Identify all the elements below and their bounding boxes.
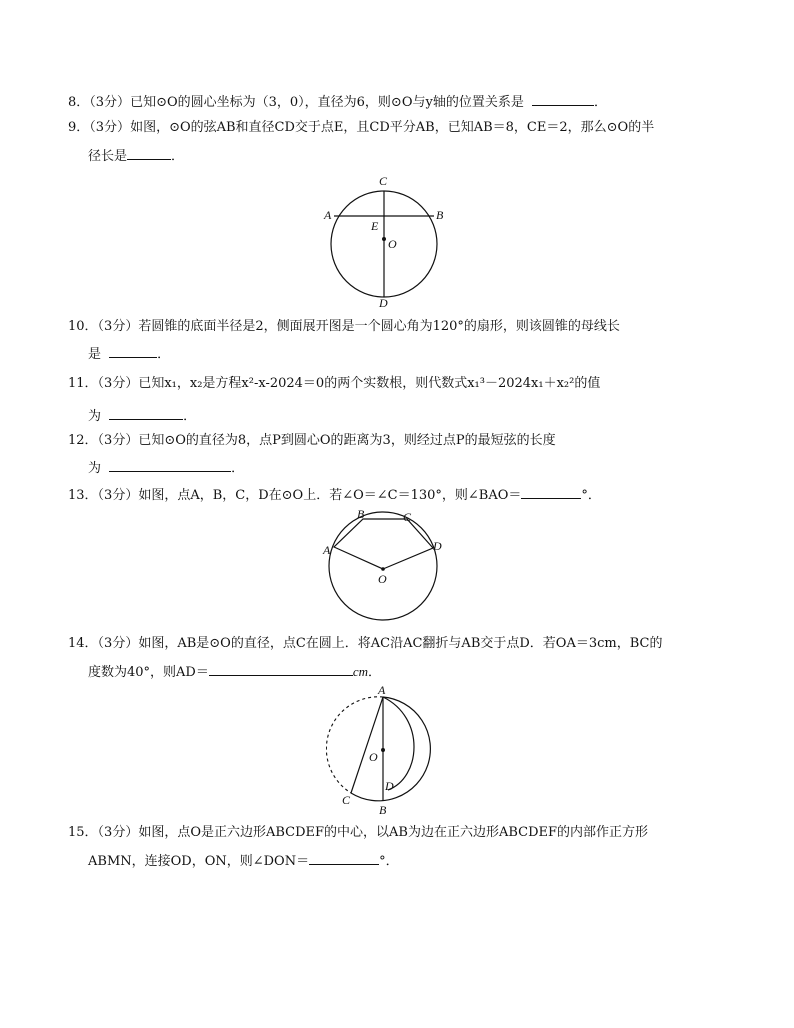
figure-q9-circle (322, 172, 450, 308)
question-score: （3分） (97, 825, 139, 840)
label-o: O (378, 572, 387, 586)
label-d: D (379, 296, 388, 308)
polygon-oabcd (334, 519, 433, 569)
label-c: C (342, 793, 351, 807)
label-a: A (324, 208, 332, 222)
question-number: 15． (68, 825, 98, 840)
label-o: O (369, 750, 378, 764)
circle-dashed-arc (326, 697, 383, 793)
circle-o (329, 512, 437, 620)
question-14 (68, 635, 662, 653)
question-number: 9． (68, 120, 90, 135)
question-12-line2: 为 ． (88, 458, 244, 478)
question-text: 径长是 (88, 149, 128, 164)
answer-blank[interactable] (109, 406, 183, 420)
question-number: 14． (68, 636, 98, 651)
center-dot (381, 567, 385, 571)
folded-arc (383, 697, 414, 790)
answer-blank[interactable] (309, 851, 379, 865)
question-score: （3分） (97, 433, 139, 448)
question-9-line2: 径长是 ． (88, 146, 184, 166)
question-text: 已知⊙O的圆心坐标为（3，0），直径为6，则⊙O与y轴的位置关系是 (130, 95, 524, 110)
chord-ac (351, 697, 383, 793)
label-b: B (379, 803, 387, 817)
question-score: （3分） (89, 120, 131, 135)
figure-q13-circle (320, 506, 448, 624)
question-number: 8． (68, 95, 90, 110)
label-b: B (436, 208, 444, 222)
question-11-line2: 为 ． (88, 406, 196, 426)
answer-blank[interactable] (109, 458, 231, 472)
question-12 (68, 432, 556, 450)
question-text: 若圆锥的底面半径是2，侧面展开图是一个圆心角为120°的扇形，则该圆锥的母线长 (138, 319, 620, 334)
question-text: 如图，⊙O的弦AB和直径CD交于点E，且CD平分AB，已知AB＝8，CE＝2，那么⊙O的半 (130, 120, 655, 135)
question-10-line2: 是 ． (88, 344, 170, 364)
center-dot (381, 748, 385, 752)
question-text: 为 (88, 461, 102, 476)
label-a: A (323, 543, 331, 557)
label-b: B (357, 507, 365, 521)
question-11 (68, 375, 600, 393)
question-text: 为 (88, 409, 102, 424)
figure-q14-fold (326, 683, 442, 817)
question-8: 8．（3分）已知⊙O的圆心坐标为（3，0），直径为6，则⊙O与y轴的位置关系是 ． (68, 92, 607, 112)
question-text: 度数为40°，则AD＝ (88, 665, 209, 680)
question-14-line2: 度数为40°，则AD＝ cm． (88, 664, 382, 680)
question-text: 已知⊙O的直径为8，点P到圆心O的距离为3，则经过点P的最短弦的长度 (138, 433, 556, 448)
question-text: 如图，点A，B，C，D在⊙O上．若∠O＝∠C＝130°，则∠BAO＝ (138, 488, 522, 503)
question-9 (68, 119, 654, 137)
answer-blank[interactable] (532, 92, 594, 106)
question-10 (68, 318, 620, 336)
question-score: （3分） (97, 488, 139, 503)
unit-label: cm (352, 664, 369, 679)
question-score: （3分） (97, 319, 139, 334)
question-text: ABMN，连接OD，ON，则∠DON＝ (88, 854, 310, 869)
question-number: 13． (68, 488, 98, 503)
question-15-line2: ABMN，连接OD，ON，则∠DON＝ °． (88, 851, 399, 871)
answer-blank[interactable] (127, 146, 171, 160)
answer-blank[interactable] (109, 344, 157, 358)
question-score: （3分） (97, 636, 139, 651)
label-e: E (371, 219, 379, 233)
label-o: O (388, 237, 397, 251)
question-text: 是 (88, 347, 102, 362)
answer-blank[interactable] (521, 485, 581, 499)
question-text: 如图，点O是正六边形ABCDEF的中心，以AB为边在正六边形ABCDEF的内部作正方形 (138, 825, 649, 840)
question-score: （3分） (97, 376, 139, 391)
label-c: C (403, 510, 412, 524)
label-d: D (433, 539, 442, 553)
label-c: C (379, 174, 388, 188)
answer-blank[interactable] (209, 662, 353, 676)
question-score: （3分） (89, 95, 131, 110)
question-text: 如图，AB是⊙O的直径，点C在圆上．将AC沿AC翻折与AB交于点D．若OA＝3cm，BC的 (138, 636, 663, 651)
question-13: 13．（3分）如图，点A，B，C，D在⊙O上．若∠O＝∠C＝130°，则∠BAO＝ °． (68, 485, 601, 505)
question-number: 12． (68, 433, 98, 448)
question-number: 10． (68, 319, 98, 334)
question-text: 已知x₁，x₂是方程x²-x-2024＝0的两个实数根，则代数式x₁³－2024x₁＋x₂²的值 (138, 376, 601, 391)
center-dot (382, 237, 386, 241)
label-d: D (385, 779, 394, 793)
label-a: A (378, 683, 386, 697)
question-15 (68, 824, 648, 842)
question-number: 11． (68, 376, 98, 391)
